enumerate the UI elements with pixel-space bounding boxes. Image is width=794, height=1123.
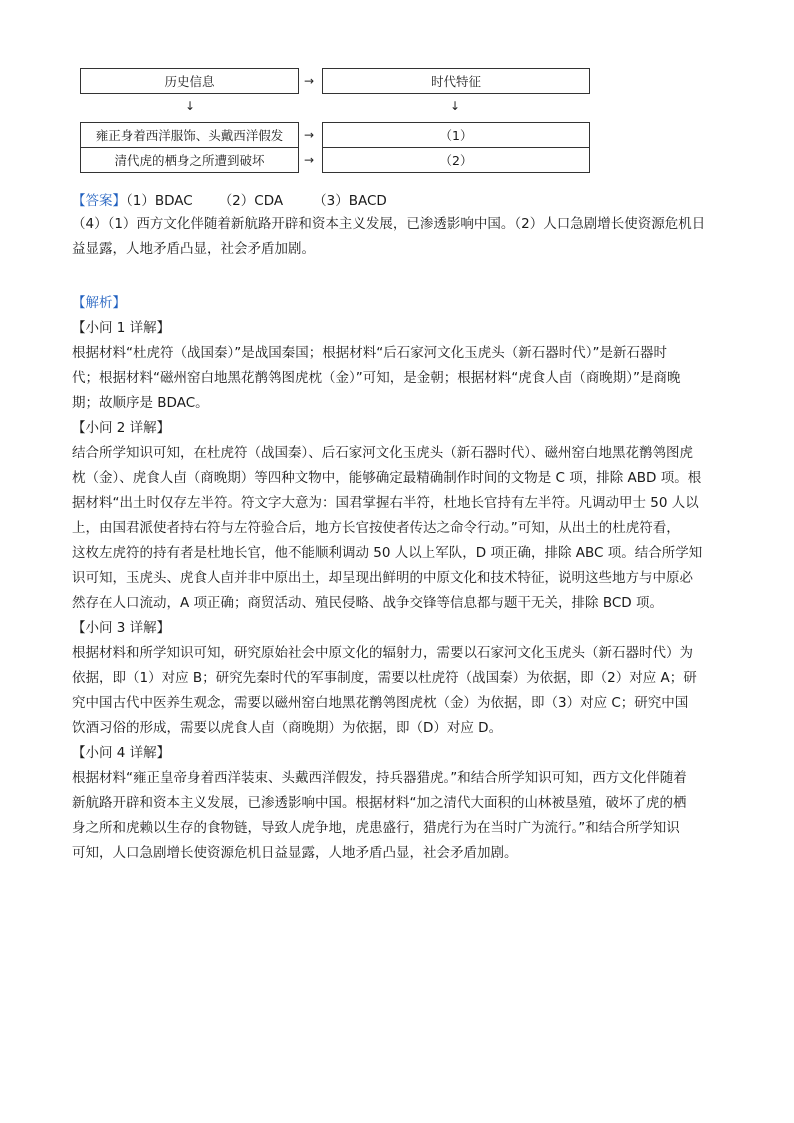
paragraph-line: 饮酒习俗的形成，需要以虎食人卣（商晚期）为依据，即（D）对应 D。 [72, 720, 503, 736]
answer-part-1: （1）BDAC [126, 193, 193, 209]
paragraph-line: 代；根据材料“磁州窑白地黑花鹡鸰图虎枕（金）”可知，是金朝；根据材料“虎食人卣（商晚期）”是商晚 [72, 370, 681, 386]
paragraph-line: 上，由国君派使者持右符与左符验合后，地方长官按使者传达之命令行动。”可知，从出土的杜虎符看， [72, 520, 680, 536]
paragraph-line: 识可知，玉虎头、虎食人卣并非中原出土，却呈现出鲜明的中原文化和技术特征，说明这些地方与中原必 [72, 570, 693, 586]
answer-line [72, 190, 722, 212]
paragraph-line: 究中国古代中医养生观念，需要以磁州窑白地黑花鹡鸰图虎枕（金）为依据，即（3）对应 C；研究中国 [72, 695, 689, 711]
flow-row-2-feature: （2） [322, 147, 590, 173]
paragraph-line: 结合所学知识可知，在杜虎符（战国秦）、后石家河文化玉虎头（新石器时代）、磁州窑白地黑花鹡鸰图虎 [72, 445, 693, 461]
paragraph-line: 期；故顺序是 BDAC。 [72, 395, 209, 411]
flow-header-era-features: 时代特征 [322, 68, 590, 94]
arrow-down-icon: ↓ [185, 99, 196, 113]
arrow-right-icon: → [304, 128, 315, 142]
flow-row-2-info: 清代虎的栖身之所遭到破坏 [80, 147, 299, 173]
section-heading: 【小问 4 详解】 [72, 745, 171, 761]
paragraph-line: 枕（金）、虎食人卣（商晚期）等四种文物中，能够确定最精确制作时间的文物是 C 项，排除 ABD 项。根 [72, 470, 702, 486]
paragraph-line: 根据材料和所学知识可知，研究原始社会中原文化的辐射力，需要以石家河文化玉虎头（新石器时代）为 [72, 645, 693, 661]
answer-part-3: （3）BACD [313, 193, 387, 209]
section-heading: 【小问 3 详解】 [72, 620, 171, 636]
flow-row-1-feature: （1） [322, 122, 590, 148]
arrow-right-icon: → [304, 153, 315, 167]
paragraph-line: 可知，人口急剧增长使资源危机日益显露，人地矛盾凸显，社会矛盾加剧。 [72, 845, 518, 861]
paragraph-line: 身之所和虎赖以生存的食物链，导致人虎争地，虎患盛行，猎虎行为在当时广为流行。”和结合所学知识 [72, 820, 680, 836]
answer-part-4-line: （4）（1）西方文化伴随着新航路开辟和资本主义发展，已渗透影响中国。（2）人口急剧增长使资源危机日 [72, 216, 706, 232]
answer-part-2: （2）CDA [218, 193, 284, 209]
paragraph-line: 根据材料“雍正皇帝身着西洋装束、头戴西洋假发，持兵器猎虎。”和结合所学知识可知，西方文化伴随着 [72, 770, 687, 786]
analysis-label: 【解析】 [72, 295, 126, 311]
flow-row-1-info: 雍正身着西洋服饰、头戴西洋假发 [80, 122, 299, 148]
document-body [72, 190, 722, 866]
arrow-right-icon: → [304, 74, 315, 88]
paragraph-line: 依据，即（1）对应 B；研究先秦时代的军事制度，需要以杜虎符（战国秦）为依据，即（2）对应 A；研 [72, 670, 697, 686]
answer-label: 【答案】 [72, 193, 126, 209]
arrow-down-icon: ↓ [450, 99, 461, 113]
section-heading: 【小问 2 详解】 [72, 420, 171, 436]
paragraph-line: 然存在人口流动，A 项正确；商贸活动、殖民侵略、战争交锋等信息都与题干无关，排除 BCD 项。 [72, 595, 663, 611]
flowchart [80, 68, 590, 174]
flow-header-historical-info: 历史信息 [80, 68, 299, 94]
paragraph-line: 根据材料“杜虎符（战国秦）”是战国秦国；根据材料“后石家河文化玉虎头（新石器时代）”是新石器时 [72, 345, 667, 361]
paragraph-line: 据材料“出土时仅存左半符。符文字大意为：国君掌握右半符，杜地长官持有左半符。凡调动甲士 50 人以 [72, 495, 699, 511]
paragraph-line: 这枚左虎符的持有者是杜地长官，他不能顺利调动 50 人以上军队，D 项正确，排除 ABC 项。结合所学知 [72, 545, 703, 561]
paragraph-line: 新航路开辟和资本主义发展，已渗透影响中国。根据材料“加之清代大面积的山林被垦殖，破坏了虎的栖 [72, 795, 687, 811]
answer-part-4-line: 益显露，人地矛盾凸显，社会矛盾加剧。 [72, 241, 315, 257]
section-heading: 【小问 1 详解】 [72, 320, 171, 336]
